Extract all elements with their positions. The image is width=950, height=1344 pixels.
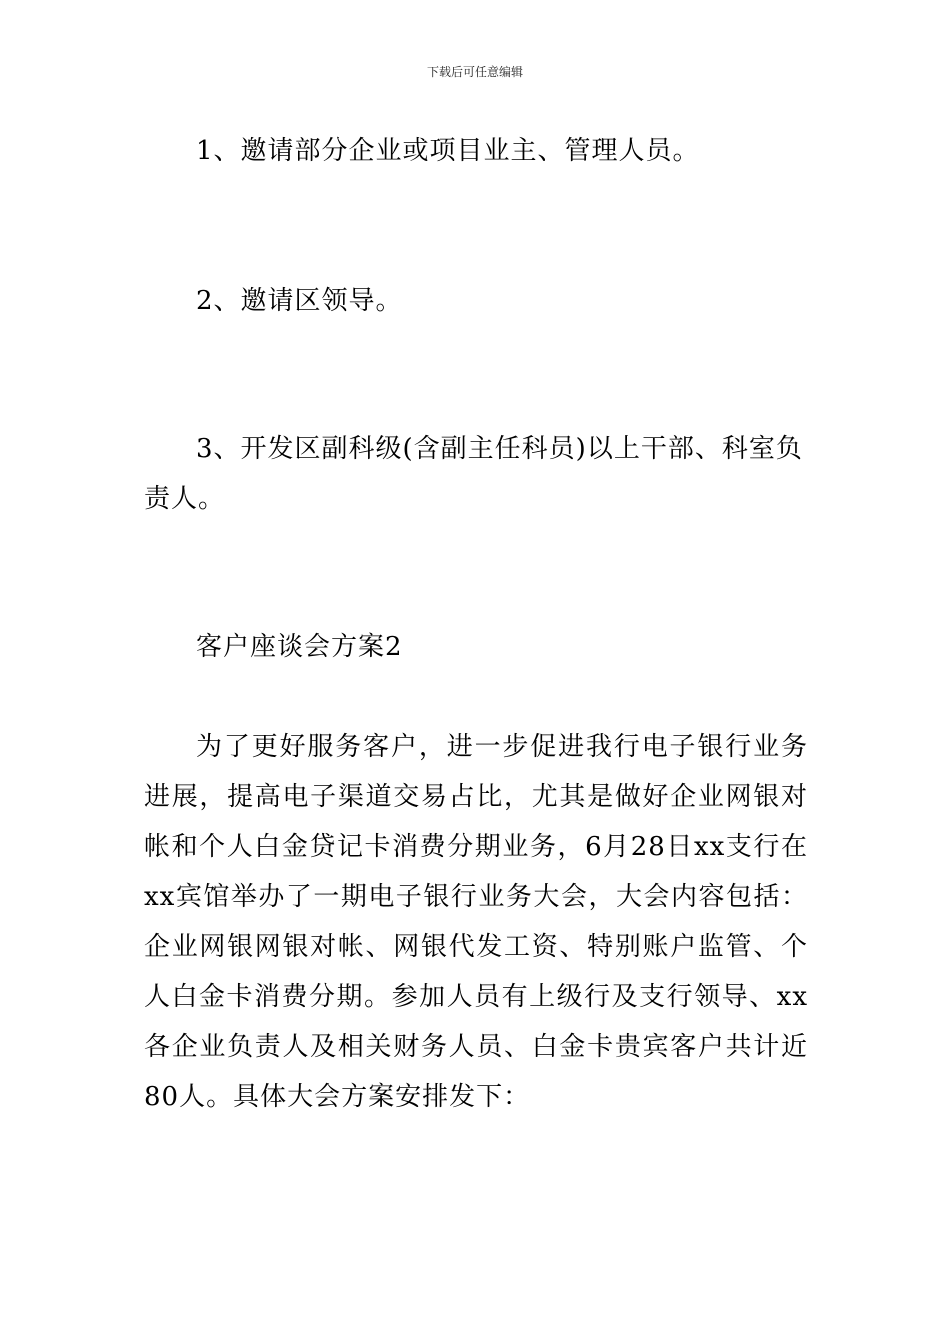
section-title: 客户座谈会方案2 [196,632,403,662]
page-header-note: 下载后可任意编辑 [426,65,523,79]
list-item-2: 2、邀请区领导。 [196,286,403,316]
list-item-3: 3、开发区副科级(含副主任科员)以上干部、科室负责人。 [144,434,803,514]
list-item-1: 1、邀请部分企业或项目业主、管理人员。 [196,136,700,166]
section-body-paragraph: 为了更好服务客户，进一步促进我行电子银行业务进展，提高电子渠道交易占比，尤其是做好企业网银对帐和个人白金贷记卡消费分期业务，6月28日xx支行在xx宾馆举办了一期电子银行业务大会，大会内容包括：企业网银网银对帐、网银代发工资、特别账户监管、个人白金卡消费分期。参加人员有上级行及支行领导、xx各企业负责人及相关财务人员、白金卡贵宾客户共计近80人。具体大会方案安排发下： [144,732,808,1112]
